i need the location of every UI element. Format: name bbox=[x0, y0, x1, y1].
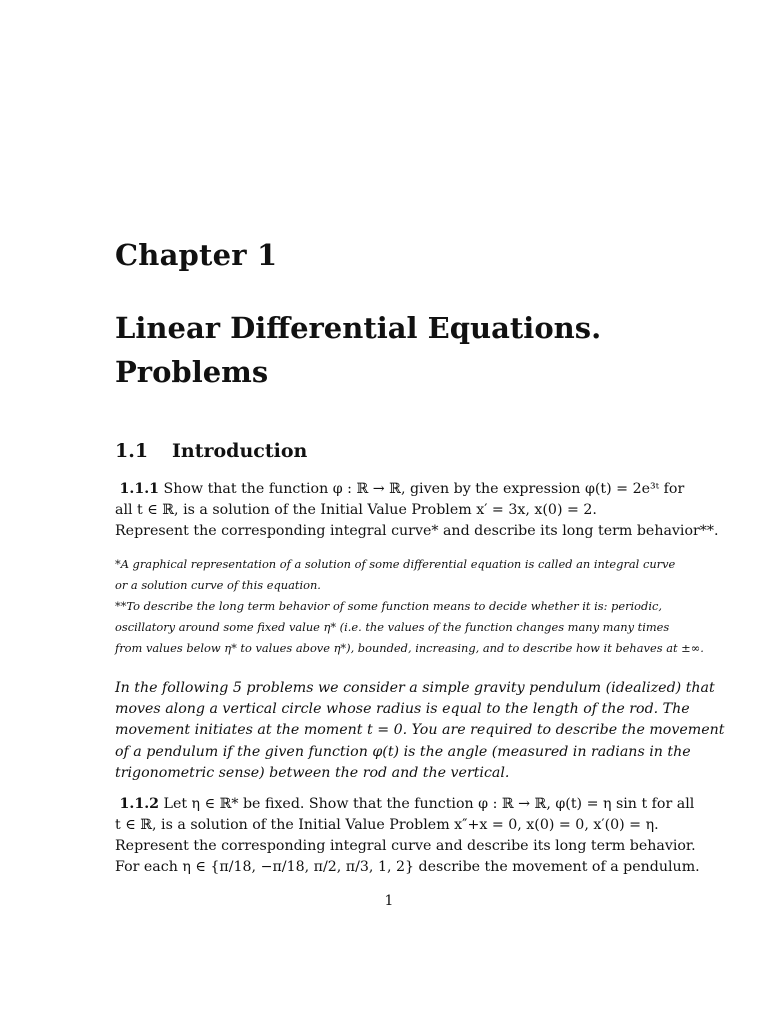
section-heading bbox=[115, 440, 307, 462]
footnote-line-4: oscillatory around some fixed value η* (i.e. the values of the function changes many many times bbox=[115, 620, 670, 634]
footnote-line-1: *A graphical representation of a solution of some differential equation is called an integral curve bbox=[115, 557, 676, 571]
chapter-label: Chapter 1 bbox=[115, 238, 278, 272]
problem-number: 1.1.2 bbox=[119, 796, 160, 812]
pendulum-intro-line-5: trigonometric sense) between the rod and the vertical. bbox=[115, 764, 510, 781]
footnote-line-2: or a solution curve of this equation. bbox=[115, 578, 321, 592]
problem-1-line-3: Represent the corresponding integral curve* and describe its long term behavior**. bbox=[115, 523, 719, 539]
problem-2-line-1 bbox=[115, 794, 695, 815]
problem-2-line-3: Represent the corresponding integral curve and describe its long term behavior. bbox=[115, 838, 696, 854]
footnote-line-5: from values below η* to values above η*), bounded, increasing, and to describe how it behaves at ±∞. bbox=[115, 641, 704, 655]
problem-1-1-1 bbox=[115, 479, 719, 542]
chapter-title-line-1: Linear Differential Equations. bbox=[115, 311, 602, 345]
chapter-title-line-2: Problems bbox=[115, 355, 269, 389]
footnote-line-3: **To describe the long term behavior of some function means to decide whether it is: periodic, bbox=[115, 599, 662, 613]
pendulum-intro-line-2: moves along a vertical circle whose radius is equal to the length of the rod. The bbox=[115, 701, 690, 718]
problem-number: 1.1.1 bbox=[119, 481, 160, 497]
problem-text: Let η ∈ ℝ* be fixed. Show that the function φ : ℝ → ℝ, φ(t) = η sin t for all bbox=[163, 796, 695, 812]
problem-2-line-4: For each η ∈ {π/18, −π/18, π/2, π/3, 1, 2} describe the movement of a pendulum. bbox=[115, 859, 700, 875]
problem-1-line-1 bbox=[115, 479, 685, 500]
document-page bbox=[115, 0, 725, 1024]
problem-2-line-2: t ∈ ℝ, is a solution of the Initial Value Problem x″+x = 0, x(0) = 0, x′(0) = η. bbox=[115, 817, 659, 833]
footnotes bbox=[115, 554, 704, 659]
pendulum-intro-line-4: of a pendulum if the given function φ(t) is the angle (measured in radians in the bbox=[115, 743, 691, 760]
pendulum-intro bbox=[115, 678, 725, 784]
problem-text: Show that the function φ : ℝ → ℝ, given by the expression φ(t) = 2e³ᵗ for bbox=[163, 481, 685, 497]
section-number: 1.1 bbox=[115, 440, 149, 462]
pendulum-intro-line-3: movement initiates at the moment t = 0. You are required to describe the movement bbox=[115, 722, 725, 739]
page-number: 1 bbox=[384, 893, 394, 909]
pendulum-intro-line-1: In the following 5 problems we consider a simple gravity pendulum (idealized) that bbox=[115, 680, 715, 696]
chapter-title bbox=[115, 306, 663, 394]
section-title: Introduction bbox=[172, 440, 308, 462]
problem-1-line-2: all t ∈ ℝ, is a solution of the Initial Value Problem x′ = 3x, x(0) = 2. bbox=[115, 502, 597, 518]
problem-1-1-2 bbox=[115, 794, 700, 878]
